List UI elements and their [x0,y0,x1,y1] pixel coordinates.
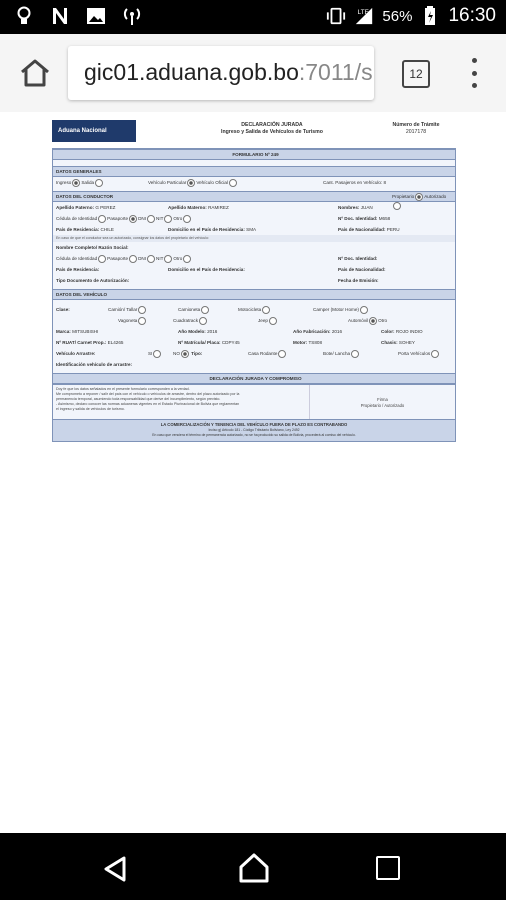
vagoneta-radio[interactable] [138,317,146,325]
cedula-radio-2[interactable] [98,255,106,263]
camper-label: Camper (Motor Home) [313,307,359,312]
nro-doc-label-2: Nº Doc. Identidad: [338,256,378,261]
names-row [53,202,455,213]
pais-res-value: CHILE [100,227,114,232]
lightbulb-icon [14,5,34,27]
image-icon [86,5,106,27]
nav-home-button[interactable] [238,853,270,887]
vibrate-icon [326,5,346,27]
decl-line-1: Doy fe que los datos señalados en el presente formulario corresponden a la verdad. [56,387,190,391]
chasis-label: Chasis: [381,340,398,345]
tipo-doc-aut-label: Tipo Documento de Autorización: [56,278,130,283]
dot-icon [472,58,477,63]
navigation-bar [0,833,506,900]
home-icon [18,58,52,88]
nit-label: NIT [156,216,164,221]
anio-fab-value: 2016 [331,329,343,334]
cedula-radio[interactable] [98,215,106,223]
firma-label: Firma [377,397,388,402]
battery-icon [420,5,440,27]
ap-paterno-value: G PEREZ [95,205,116,210]
automovil-radio[interactable] [369,317,377,325]
pais-nac-label: País de Nacionalidad: [338,227,386,232]
si-radio[interactable] [153,350,161,358]
back-button[interactable] [102,855,128,887]
domicilio-label: Domicilio en el País de Residencia: [168,227,245,232]
marca-row [53,326,455,337]
owner-doc-row [53,253,455,264]
dni-label-2: DNI [138,256,146,261]
propietario-label: Propietario [392,194,415,199]
anio-fab-label: Año Fabricación: [293,329,331,334]
clase-row-1 [53,304,455,315]
ap-paterno-label: Apellido Paterno: [56,205,95,210]
svg-text:LTE: LTE [358,9,370,17]
back-icon [102,855,128,883]
otro-vehiculo-label: Otro [378,318,388,323]
anio-modelo-label: Año Modelo: [178,329,206,334]
motocicleta-radio[interactable] [262,306,270,314]
url-bar[interactable] [68,46,374,100]
cedula-label: Cédula de Identidad [56,216,98,221]
marca-value: MITSUBISHI [72,329,99,334]
pais-nac-label-2: País de Nacionalidad: [338,267,386,272]
decl-line-3: permanencia temporal, asumiendo toda responsabilidad que derive del incumplimiento, según previsto. [56,397,221,401]
camion-label: Camión/ Tallar [108,307,138,312]
logo-text: Aduana Nacional [58,128,107,134]
section-vehiculo: DATOS DEL VEHÍCULO [53,289,455,300]
matricula-label: Nº Matrícula/ Placa: [178,340,221,345]
section-general: DATOS GENERALES [53,166,455,177]
jeep-radio[interactable] [269,317,277,325]
bote-lancha-label: Bote/ Lancha [323,351,351,356]
casa-rodante-radio[interactable] [278,350,286,358]
nombre-razon-label: Nombre Completo/ Razón Social: [56,245,129,250]
owner-name-row [53,242,455,253]
nombres-label: Nombres: [338,205,360,210]
n-icon [50,5,70,27]
otro-label-2: Otro [173,256,183,261]
clase-row-2 [53,315,455,326]
owner-residence-row [53,264,455,275]
recents-button[interactable] [376,856,400,880]
motor-label: Motor: [293,340,308,345]
pasaporte-radio-2[interactable] [129,255,137,263]
pasaporte-radio[interactable] [129,215,137,223]
general-row [53,177,455,188]
cuadratrack-radio[interactable] [199,317,207,325]
status-bar [0,0,506,34]
declaracion-text [53,385,309,419]
arrastre-label: Vehículo Arrastre: [56,351,96,356]
otro-radio[interactable] [183,215,191,223]
foot-line-3: En caso que venciera el término de permanencia autorizado, no se ha producido su salida de Bolivia, procederá al comiso del vehículo. [152,433,356,437]
title-line-2: Ingreso y Salida de Vehículos de Turismo [221,129,323,135]
camioneta-label: Camioneta [178,307,201,312]
signature-box [309,385,455,419]
pasaporte-label-2: Pasaporte [107,256,129,261]
decl-line-5: el ingreso y salida de vehículos de turismo. [56,407,125,411]
color-label: Color: [381,329,395,334]
cant-pasajeros: Cant. Pasajeros en Vehículo: 8 [323,180,387,185]
clock: 16:30 [448,5,496,26]
camper-radio[interactable] [360,306,368,314]
form-body [52,148,456,442]
tramite-value: 2017178 [405,129,427,135]
motocicleta-label: Motocicleta [238,307,262,312]
title-line-1: DECLARACIÓN JURADA [241,122,303,128]
no-radio[interactable] [181,350,189,358]
nit-label-2: NIT [156,256,164,261]
clase-label: Clase: [56,307,70,312]
particular-radio[interactable] [187,179,195,187]
motor-value: TS808 [308,340,323,345]
pasaporte-label: Pasaporte [107,216,129,221]
cedula-label-2: Cédula de Identidad [56,256,98,261]
declaracion-block [53,384,455,419]
autorizado-label: Autorizado [424,194,447,199]
decl-line-4: - Asimismo, declaro conocer las normas aduaneras vigentes en el Estado Plurinacional de Bolivia que reglamentan [56,402,240,406]
autorizado-note: En caso de que el conductor sea un autorizado, consignar los datos del propietario del vehículo: [53,235,455,242]
decl-line-2: Me comprometo a reponer / salir del país con el vehículo o vehículos de arrastre, dentro del plazo autorizado por la [56,392,240,396]
prop-aut-label: Propietario / Autorizado [360,403,405,408]
web-page [0,112,506,833]
cuadratrack-label: Cuadratrack [173,318,199,323]
pais-nac-value: PERU [386,227,400,232]
dni-radio[interactable] [147,215,155,223]
document-title [202,122,342,136]
tramite-box [386,122,446,136]
dni-radio-2[interactable] [147,255,155,263]
camioneta-radio[interactable] [201,306,209,314]
section-conductor-label: DATOS DEL CONDUCTOR [56,194,114,199]
overflow-menu-button[interactable] [468,58,480,88]
si-label: SI [148,351,153,356]
vagoneta-label: Vagoneta [118,318,138,323]
dni-label: DNI [138,216,146,221]
foot-line-1: LA COMERCIALIZACIÓN Y TENENCIA DEL VEHÍCULO FUERA DE PLAZO ES CONTRABANDO [160,422,348,427]
foot-line-2: Inciso g) Artículo 181 - Código Tributario Boliviano, Ley 2492 [208,427,300,432]
particular-label: Vehículo Particular [148,180,187,185]
ruat-row [53,337,455,348]
section-conductor [53,191,455,202]
nav-home-icon [238,853,270,883]
salida-radio[interactable] [95,179,103,187]
domicilio-label-2: Domicilio en el País de Residencia: [168,267,245,272]
residence-row [53,224,455,235]
aduana-logo [52,120,136,142]
ruat-label: Nº RUAT/ Carnet Prop.: [56,340,107,345]
nit-radio-2[interactable] [164,255,172,263]
declaration-document [52,118,456,442]
propietario-radio[interactable] [415,193,423,201]
arrastre-row [53,348,455,359]
tab-switcher-button[interactable]: 12 [402,60,430,88]
url-text [84,59,373,86]
browser-toolbar [0,34,506,113]
ruat-value: EL4265 [107,340,124,345]
ident-arrastre-label: Identificación vehículo de arrastre: [56,362,133,367]
pais-res-label-2: País de Residencia: [56,267,100,272]
tipo-label: Tipo: [191,351,203,356]
oficial-radio[interactable] [229,179,237,187]
tramite-label: Número de Trámite [392,122,440,128]
no-label: NO [173,351,180,356]
url-host: gic01.aduana.gob.bo [84,59,299,85]
battery-percent: 56% [382,7,413,25]
ap-materno-label: Apellido Materno: [168,205,207,210]
url-port: :7011/s [298,59,373,85]
home-button[interactable] [18,58,52,88]
nombres-value: JUAN [360,205,373,210]
section-declaracion: DECLARACIÓN JURADA Y COMPROMISO [53,373,455,384]
authorization-row [53,275,455,286]
doc-type-row [53,213,455,224]
nit-radio[interactable] [164,215,172,223]
bote-lancha-radio[interactable] [351,350,359,358]
marca-label: Marca: [56,329,71,334]
porta-vehiculos-radio[interactable] [431,350,439,358]
contrabando-footer [53,419,455,441]
nro-doc-value: M658 [378,216,391,221]
camion-radio[interactable] [138,306,146,314]
otro-radio-2[interactable] [183,255,191,263]
jeep-label: Jeep [258,318,268,323]
signal-icon [354,5,374,27]
document-header [52,118,456,148]
ap-materno-value: RAMIREZ [208,205,229,210]
dot-icon [472,83,477,88]
automovil-label: Automóvil [348,318,369,323]
nro-doc-label: Nº Doc. Identidad: [338,216,378,221]
form-number: FORMULARIO Nº 249 [53,149,455,160]
otro-label: Otro [173,216,183,221]
chasis-value: SOHEY [398,340,415,345]
color-value: ROJO INDIO [395,329,423,334]
dot-icon [472,71,477,76]
matricula-value: CDPY45 [221,340,240,345]
casa-rodante-label: Casa Rodante [248,351,278,356]
wireless-icon [122,5,142,27]
ingreso-radio[interactable] [72,179,80,187]
domicilio-value: SMA [246,227,257,232]
porta-vehiculos-label: Porta Vehículos [398,351,431,356]
ingreso-label: Ingreso [56,180,72,185]
oficial-label: Vehículo Oficial [196,180,228,185]
ident-arrastre-row [53,359,455,370]
salida-label: Salida [81,180,95,185]
pais-res-label: País de Residencia: [56,227,100,232]
fecha-emision-label: Fecha de Emisión: [338,278,379,283]
anio-modelo-value: 2016 [207,329,218,334]
